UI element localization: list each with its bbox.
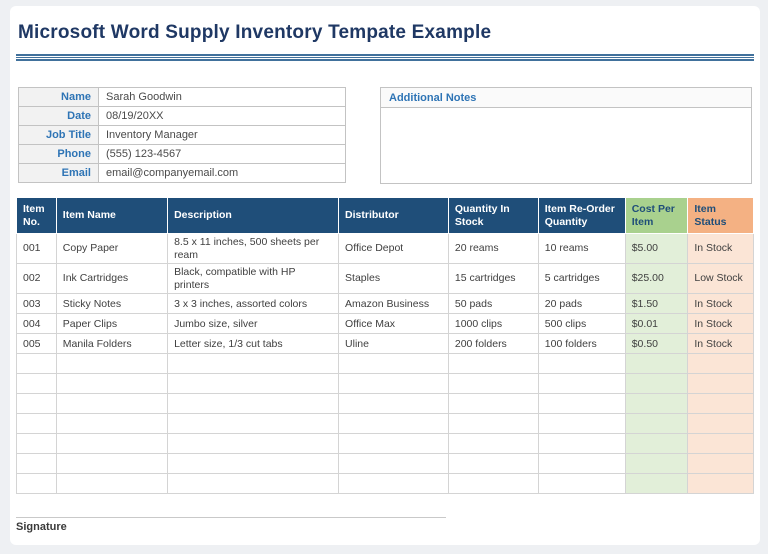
empty-cell-description[interactable] [168, 434, 339, 454]
cell-item-status: In Stock [688, 334, 754, 354]
page-title: Microsoft Word Supply Inventory Tempate Example [18, 22, 492, 43]
cell-reorder-qty: 100 folders [538, 334, 625, 354]
info-label: Phone [19, 145, 99, 164]
info-value: Sarah Goodwin [99, 88, 346, 107]
empty-cell-item-name[interactable] [56, 474, 167, 494]
cell-item-status: In Stock [688, 294, 754, 314]
cell-cost-per-item: $1.50 [625, 294, 688, 314]
empty-cell-cost-per-item[interactable] [625, 354, 688, 374]
empty-cell-qty-in-stock[interactable] [448, 354, 538, 374]
cell-item-no: 005 [17, 334, 57, 354]
cell-item-no: 002 [17, 264, 57, 294]
empty-cell-description[interactable] [168, 414, 339, 434]
cell-qty-in-stock: 15 cartridges [448, 264, 538, 294]
cell-distributor: Uline [339, 334, 449, 354]
empty-cell-distributor[interactable] [339, 414, 449, 434]
cell-distributor: Amazon Business [339, 294, 449, 314]
cell-item-name: Manila Folders [56, 334, 167, 354]
cell-cost-per-item: $25.00 [625, 264, 688, 294]
empty-cell-item-no[interactable] [17, 394, 57, 414]
empty-cell-cost-per-item[interactable] [625, 414, 688, 434]
empty-cell-item-name[interactable] [56, 454, 167, 474]
empty-cell-qty-in-stock[interactable] [448, 374, 538, 394]
inventory-header-row [17, 198, 754, 234]
top-section [18, 87, 752, 184]
info-value: (555) 123-4567 [99, 145, 346, 164]
inventory-table [16, 197, 754, 494]
empty-cell-description[interactable] [168, 394, 339, 414]
empty-cell-description[interactable] [168, 354, 339, 374]
empty-cell-cost-per-item[interactable] [625, 434, 688, 454]
document-page [10, 6, 760, 545]
signature-line[interactable] [16, 517, 446, 518]
empty-cell-cost-per-item[interactable] [625, 374, 688, 394]
empty-table-row [17, 414, 754, 434]
cell-description: Jumbo size, silver [168, 314, 339, 334]
info-value: email@companyemail.com [99, 164, 346, 183]
info-label: Date [19, 107, 99, 126]
empty-cell-item-name[interactable] [56, 414, 167, 434]
cell-item-status: Low Stock [688, 264, 754, 294]
column-header-description: Description [168, 198, 339, 234]
empty-cell-description[interactable] [168, 454, 339, 474]
info-row [19, 126, 346, 145]
empty-cell-qty-in-stock[interactable] [448, 434, 538, 454]
cell-reorder-qty: 10 reams [538, 234, 625, 264]
empty-cell-description[interactable] [168, 374, 339, 394]
info-value: 08/19/20XX [99, 107, 346, 126]
empty-table-row [17, 354, 754, 374]
title-divider [16, 54, 754, 61]
empty-cell-distributor[interactable] [339, 354, 449, 374]
cell-reorder-qty: 20 pads [538, 294, 625, 314]
info-label: Name [19, 88, 99, 107]
empty-cell-distributor[interactable] [339, 434, 449, 454]
empty-table-row [17, 454, 754, 474]
empty-cell-item-status[interactable] [688, 394, 754, 414]
cell-item-status: In Stock [688, 234, 754, 264]
empty-cell-item-status[interactable] [688, 354, 754, 374]
empty-cell-cost-per-item[interactable] [625, 454, 688, 474]
empty-table-row [17, 434, 754, 454]
empty-cell-qty-in-stock[interactable] [448, 414, 538, 434]
empty-cell-distributor[interactable] [339, 474, 449, 494]
cell-item-name: Copy Paper [56, 234, 167, 264]
empty-cell-reorder-qty[interactable] [538, 474, 625, 494]
cell-description: Letter size, 1/3 cut tabs [168, 334, 339, 354]
empty-cell-reorder-qty[interactable] [538, 434, 625, 454]
cell-reorder-qty: 5 cartridges [538, 264, 625, 294]
empty-table-row [17, 374, 754, 394]
cell-description: 8.5 x 11 inches, 500 sheets per ream [168, 234, 339, 264]
cell-item-no: 001 [17, 234, 57, 264]
info-row [19, 145, 346, 164]
additional-notes-content[interactable] [381, 108, 751, 183]
info-row [19, 88, 346, 107]
column-header-cost-per-item: Cost Per Item [625, 198, 688, 234]
table-row [17, 234, 754, 264]
empty-cell-item-status[interactable] [688, 454, 754, 474]
empty-cell-item-no[interactable] [17, 474, 57, 494]
table-row [17, 314, 754, 334]
signature-label: Signature [16, 521, 67, 533]
column-header-item-no: Item No. [17, 198, 57, 234]
cell-item-name: Paper Clips [56, 314, 167, 334]
empty-cell-item-name[interactable] [56, 374, 167, 394]
empty-table-row [17, 394, 754, 414]
empty-cell-description[interactable] [168, 474, 339, 494]
empty-cell-item-name[interactable] [56, 394, 167, 414]
cell-qty-in-stock: 1000 clips [448, 314, 538, 334]
column-header-qty-in-stock: Quantity In Stock [448, 198, 538, 234]
info-row [19, 107, 346, 126]
empty-cell-qty-in-stock[interactable] [448, 454, 538, 474]
empty-cell-item-status[interactable] [688, 474, 754, 494]
empty-cell-distributor[interactable] [339, 454, 449, 474]
cell-cost-per-item: $0.50 [625, 334, 688, 354]
empty-cell-reorder-qty[interactable] [538, 414, 625, 434]
cell-item-name: Sticky Notes [56, 294, 167, 314]
empty-cell-reorder-qty[interactable] [538, 354, 625, 374]
empty-cell-item-no[interactable] [17, 374, 57, 394]
column-header-reorder-qty: Item Re-Order Quantity [538, 198, 625, 234]
table-row [17, 294, 754, 314]
empty-cell-item-status[interactable] [688, 374, 754, 394]
empty-cell-cost-per-item[interactable] [625, 394, 688, 414]
empty-cell-item-no[interactable] [17, 414, 57, 434]
empty-cell-cost-per-item[interactable] [625, 474, 688, 494]
cell-description: Black, compatible with HP printers [168, 264, 339, 294]
empty-cell-item-no[interactable] [17, 434, 57, 454]
empty-cell-item-name[interactable] [56, 434, 167, 454]
empty-table-row [17, 474, 754, 494]
info-label: Email [19, 164, 99, 183]
contact-info-table [18, 87, 346, 183]
table-row [17, 264, 754, 294]
additional-notes-title: Additional Notes [381, 88, 751, 108]
cell-item-name: Ink Cartridges [56, 264, 167, 294]
empty-cell-item-no[interactable] [17, 454, 57, 474]
additional-notes-box [380, 87, 752, 184]
info-value: Inventory Manager [99, 126, 346, 145]
column-header-distributor: Distributor [339, 198, 449, 234]
column-header-item-name: Item Name [56, 198, 167, 234]
table-row [17, 334, 754, 354]
cell-item-status: In Stock [688, 314, 754, 334]
cell-item-no: 003 [17, 294, 57, 314]
empty-cell-reorder-qty[interactable] [538, 394, 625, 414]
empty-cell-qty-in-stock[interactable] [448, 474, 538, 494]
cell-distributor: Staples [339, 264, 449, 294]
empty-cell-item-name[interactable] [56, 354, 167, 374]
empty-cell-distributor[interactable] [339, 374, 449, 394]
empty-cell-item-status[interactable] [688, 414, 754, 434]
cell-reorder-qty: 500 clips [538, 314, 625, 334]
column-header-item-status: Item Status [688, 198, 754, 234]
empty-cell-distributor[interactable] [339, 394, 449, 414]
empty-cell-qty-in-stock[interactable] [448, 394, 538, 414]
cell-qty-in-stock: 200 folders [448, 334, 538, 354]
signature-area [16, 517, 446, 533]
cell-cost-per-item: $0.01 [625, 314, 688, 334]
info-label: Job Title [19, 126, 99, 145]
empty-cell-item-status[interactable] [688, 434, 754, 454]
cell-qty-in-stock: 50 pads [448, 294, 538, 314]
info-row [19, 164, 346, 183]
cell-distributor: Office Max [339, 314, 449, 334]
empty-cell-reorder-qty[interactable] [538, 454, 625, 474]
cell-item-no: 004 [17, 314, 57, 334]
cell-distributor: Office Depot [339, 234, 449, 264]
cell-cost-per-item: $5.00 [625, 234, 688, 264]
empty-cell-item-no[interactable] [17, 354, 57, 374]
cell-description: 3 x 3 inches, assorted colors [168, 294, 339, 314]
cell-qty-in-stock: 20 reams [448, 234, 538, 264]
empty-cell-reorder-qty[interactable] [538, 374, 625, 394]
